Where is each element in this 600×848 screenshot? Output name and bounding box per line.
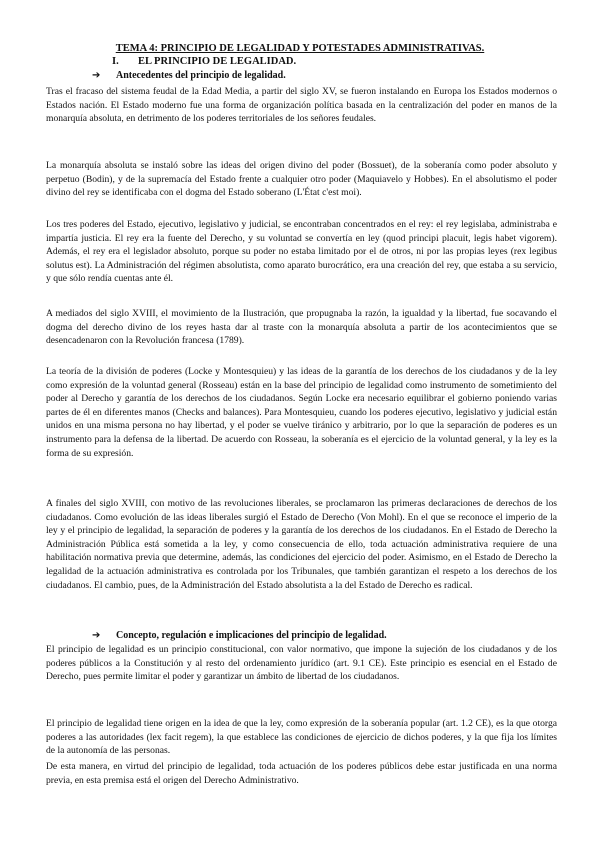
arrow-icon: ➔	[92, 70, 101, 81]
paragraph-2: La monarquía absoluta se instaló sobre las ideas del origen divino del poder (Bossuet), de la soberanía como poder absoluto y perpetuo (Bodin), y de la supremacía del Estado frente a cualquier otro poder (Maquiavelo y Hobbes). En el absolutismo el poder divino del rey se identificaba con el dogma del Estado soberano (L'État c'est moi).	[46, 160, 557, 199]
paragraph-5: La teoría de la división de poderes (Locke y Montesquieu) y las ideas de la garantía de los derechos de los ciudadanos y de la ley como expresión de la voluntad general (Rosseau) están en la base del principio de legalidad como instrumento de sometimiento del poder al Derecho y garantía de los derechos de los ciudadanos. Según Locke era necesario equilibrar el gobierno poniendo varias partes de él en diferentes manos (Checks and balances). Para Montesquieu, cuando los poderes ejecutivo, legislativo y judicial están unidos en una misma persona no hay libertad, y el poder se vuelve tiránico y arbitrario, por lo que la separación de poderes es un instrumento para la defensa de la libertad. De acuerdo con Rosseau, la soberanía es el ejercicio de la voluntad general, y la ley es la forma de su expresión.	[46, 366, 557, 459]
section-title: EL PRINCIPIO DE LEGALIDAD.	[138, 56, 297, 67]
section-heading	[112, 56, 296, 67]
paragraph-7: El principio de legalidad es un principio constitucional, con valor normativo, que impone la sujeción de los ciudadanos y de los poderes públicos a la Constitución y al resto del ordenamiento jurídico (art. 9.1 CE). Este principio es esencial en el Estado de Derecho, pues permite limitar el poder y garantizar un ámbito de libertad de los ciudadanos.	[46, 644, 557, 683]
paragraph-6: A finales del siglo XVIII, con motivo de las revoluciones liberales, se proclamaron las primeras declaraciones de derechos de los ciudadanos. Como evolución de las ideas liberales surgió el Estado de Derecho (Von Mohl). En el que se reconoce el imperio de la ley y el principio de legalidad, la separación de poderes y la garantía de los derechos de los ciudadanos. En el Estado de Derecho la Administración Pública está sometida a la ley, y como consecuencia de ello, toda actuación administrativa requiere de una habilitación normativa previa que determine, además, las condiciones del ejercicio del poder. Asimismo, en el Estado de Derecho la legalidad de la actuación administrativa es controlada por los Tribunales, que también garantizan el respeto a los derechos de los ciudadanos. El cambio, pues, de la Administración del Estado absolutista a la del Estado de Derecho es radical.	[46, 498, 557, 591]
paragraph-9: De esta manera, en virtud del principio de legalidad, toda actuación de los poderes públicos debe estar justificada en una norma previa, en esta premisa está el origen del Derecho Administrativo.	[46, 761, 557, 786]
paragraph-1: Tras el fracaso del sistema feudal de la Edad Media, a partir del siglo XV, se fueron instalando en Europa los Estados modernos o Estados nación. El Estado moderno fue una forma de organización política basada en la centralización del poder en manos de la monarquía absoluta, en detrimento de los poderes territoriales de los señores feudales.	[46, 86, 557, 125]
paragraph-4: A mediados del siglo XVIII, el movimiento de la Ilustración, que propugnaba la razón, la igualdad y la libertad, fue socavando el dogma del derecho divino de los reyes hasta dar al traste con la monarquía absoluta a partir de los acontecimientos que se desencadenaron con la Revolución francesa (1789).	[46, 308, 557, 347]
subsection-title: Antecedentes del principio de legalidad.	[116, 70, 286, 81]
document-title: TEMA 4: PRINCIPIO DE LEGALIDAD Y POTESTADES ADMINISTRATIVAS.	[115, 43, 485, 54]
paragraph-3: Los tres poderes del Estado, ejecutivo, legislativo y judicial, se encontraban concentrados en el rey: el rey legislaba, administraba e impartía justicia. El rey era la fuente del Derecho, y su voluntad se convertía en ley (quod principi placuit, legis habet vigorem). Además, el rey era el legislador absoluto, porque su poder no estaba limitado por el de otros, ni por las propias leyes (rex legibus solutus est). La Administración del régimen absolutista, como aparato burocrático, era una creación del rey, que estaba a su servicio, y que sólo rendía cuentas ante él.	[46, 219, 557, 285]
section-number: I.	[112, 56, 119, 67]
arrow-icon: ➔	[92, 630, 101, 641]
paragraph-8: El principio de legalidad tiene origen en la idea de que la ley, como expresión de la soberanía popular (art. 1.2 CE), es la que otorga poderes a las autoridades (lex facit regem), la que establece las condiciones de ejercicio de dichos poderes, y la que fija los límites de la autonomía de las personas.	[46, 718, 557, 757]
subsection-heading-concepto	[92, 630, 387, 641]
subsection-title: Concepto, regulación e implicaciones del principio de legalidad.	[116, 630, 387, 641]
subsection-heading-antecedentes	[92, 70, 286, 81]
